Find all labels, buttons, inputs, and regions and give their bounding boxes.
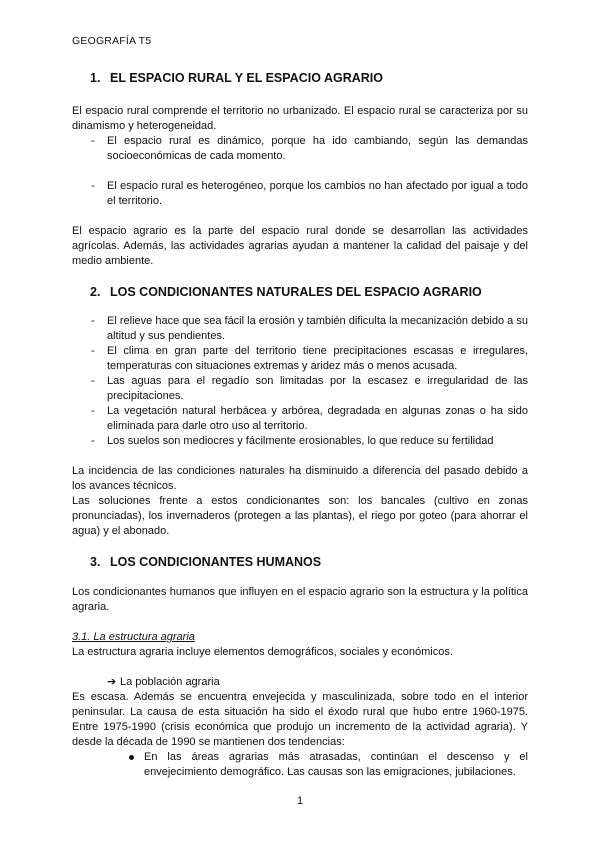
s3-paragraph-1: Los condicionantes humanos que influyen en el espacio agrario son la estructura y la política agraria. (72, 586, 528, 613)
section-1-number: 1. (90, 71, 101, 85)
s2-paragraph-2: Las soluciones frente a estos condicionantes son: los bancales (cultivo en zonas pronunciadas), los invernaderos (protegen a las plantas), el riego por goteo (para ahorrar el agua) y el abonado. (72, 495, 528, 537)
section-2-title: LOS CONDICIONANTES NATURALES DEL ESPACIO AGRARIO (110, 285, 482, 299)
arrow-item-label: La población agraria (120, 676, 220, 688)
subsection-title: 3.1. La estructura agraria (72, 631, 195, 643)
arrow-list-item (72, 675, 528, 690)
section-1-title: EL ESPACIO RURAL Y EL ESPACIO AGRARIO (110, 71, 383, 85)
subsection-paragraph: La estructura agraria incluye elementos demográficos, sociales y económicos. (72, 646, 453, 658)
s1-dash-list (72, 134, 528, 209)
s1-paragraph-2: El espacio agrario es la parte del espacio rural donde se desarrollan las actividades agrícolas. Además, las actividades agrarias ayudan a mantener la calidad del paisaje y del medio ambiente. (72, 225, 528, 267)
s2-paragraph-1: La incidencia de las condiciones naturales ha disminuido a diferencia del pasado debido a los avances técnicos. (72, 465, 528, 492)
s2-list-item: - El clima en gran parte del territorio tiene precipitaciones escasas e irregulares, temperaturas con situaciones extremas y aridez más o menos acusada. (72, 344, 528, 374)
s3-bullet-list (72, 750, 528, 780)
s2-list-item: - La vegetación natural herbácea y arbórea, degradada en algunas zonas o ha sido eliminada para darle otro uso al territorio. (72, 404, 528, 434)
section-2-heading (72, 284, 528, 300)
section-3-heading (72, 554, 528, 570)
section-3-number: 3. (90, 555, 101, 569)
section-1-heading (72, 70, 528, 86)
s2-dash-list (72, 314, 528, 449)
s3-paragraph-2: Es escasa. Además se encuentra envejecida y masculinizada, sobre todo en el interior peninsular. La causa de esta situación ha sido el éxodo rural que hubo entre 1960-1975. Entre 1975-1990 (crisis económica que produjo un incremento de la actividad agraria). Y desde la década de 1990 se mantienen dos tendencias: (72, 691, 528, 748)
page-number: 1 (296, 795, 304, 807)
s1-list-item: - El espacio rural es heterogéneo, porque los cambios no han afectado por igual a todo el territorio. (72, 179, 528, 209)
s3-bullet-item: En las áreas agrarias más atrasadas, continúan el descenso y el envejecimiento demográfico. Las causas son las emigraciones, jubilaciones. (72, 750, 528, 780)
s1-paragraph-1: El espacio rural comprende el territorio no urbanizado. El espacio rural se caracteriza por su dinamismo y heterogeneidad. (72, 105, 528, 132)
s2-list-item: - El relieve hace que sea fácil la erosión y también dificulta la mecanización debido a su altitud y sus pendientes. (72, 314, 528, 344)
arrow-right-icon: ➔ (107, 676, 117, 688)
section-2-number: 2. (90, 285, 101, 299)
document-body (72, 70, 528, 780)
page-header: GEOGRAFÍA T5 (72, 35, 152, 47)
section-3-title: LOS CONDICIONANTES HUMANOS (110, 555, 322, 569)
s2-list-item: - Los suelos son mediocres y fácilmente erosionables, lo que reduce su fertilidad (72, 434, 528, 449)
s2-list-item: - Las aguas para el regadío son limitadas por la escasez e irregularidad de las precipitaciones. (72, 374, 528, 404)
s1-list-item: - El espacio rural es dinámico, porque ha ido cambiando, según las demandas socioeconómicas de cada momento. (72, 134, 528, 164)
